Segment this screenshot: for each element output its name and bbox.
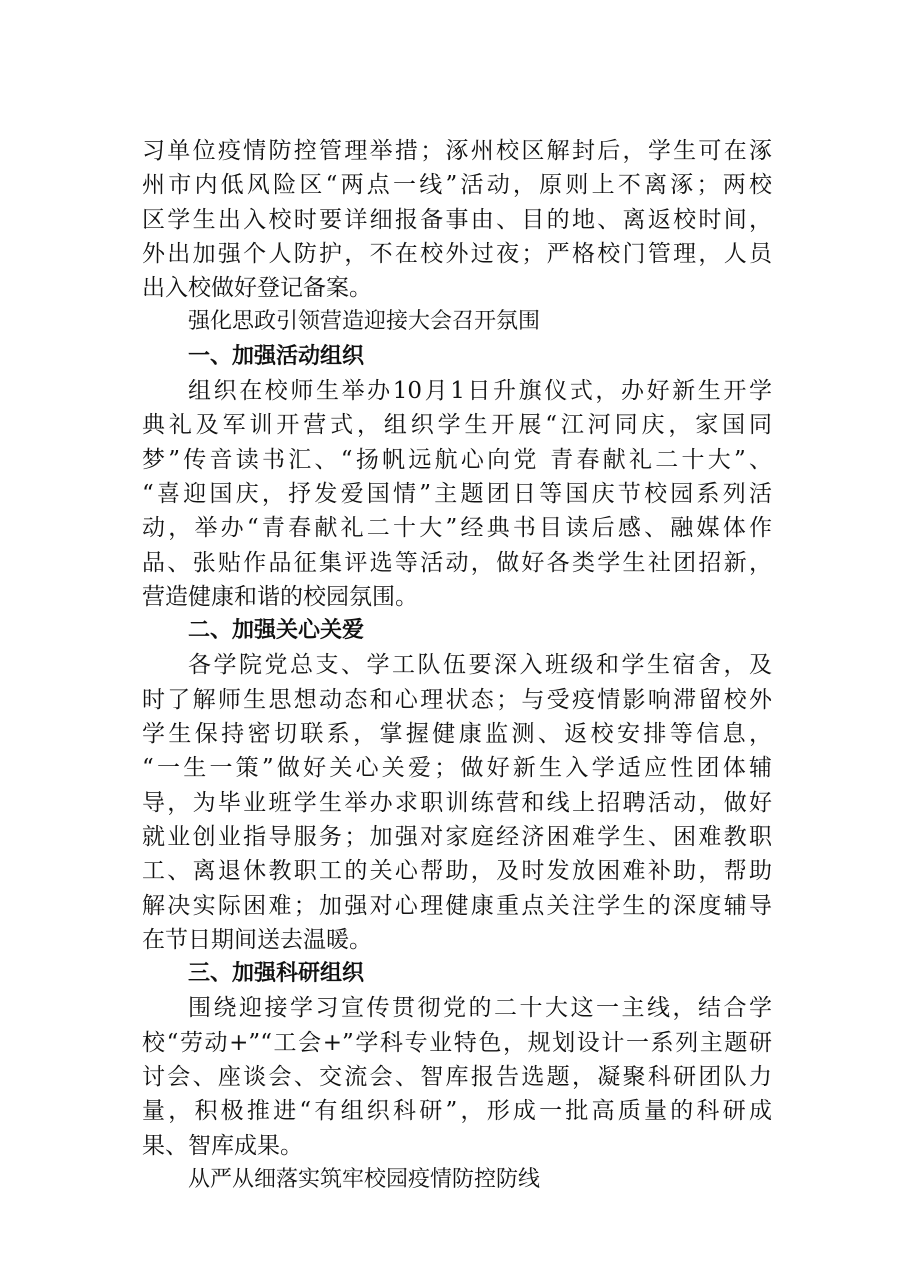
text-line: 外出加强个人防护，不在校外过夜；严格校门管理，人员 (142, 240, 772, 267)
text-line: “一生一策”做好关心关爱；做好新生入学适应性团体辅 (142, 755, 772, 782)
text-line: 组织在校师生举办10月1日升旗仪式，办好新生开学 (188, 378, 772, 405)
text-line: 在节日期间送去温暖。 (142, 926, 372, 953)
text-line: 量，积极推进“有组织科研”，形成一批高质量的科研成 (142, 1098, 772, 1125)
document-page (142, 134, 772, 1197)
text-line: 工、离退休教职工的关心帮助，及时发放困难补助，帮助 (142, 858, 772, 885)
section-heading: 二、加强关心关爱 (188, 618, 365, 644)
text-line: 学生保持密切联系，掌握健康监测、返校安排等信息， (142, 721, 772, 748)
text-line: 果、智库成果。 (142, 1132, 303, 1159)
section-heading: 三、加强科研组织 (188, 961, 365, 987)
section-subtitle: 强化思政引领营造迎接大会召开氛围 (188, 309, 541, 335)
text-line: 典礼及军训开营式，组织学生开展“江河同庆，家国同 (142, 412, 772, 439)
text-line: 出入校做好登记备案。 (142, 275, 372, 302)
text-line: 州市内低风险区“两点一线”活动，原则上不离涿；两校 (142, 172, 772, 199)
text-line: 区学生出入校时要详细报备事由、目的地、离返校时间， (142, 206, 772, 233)
text-line: “喜迎国庆，抒发爱国情”主题团日等国庆节校园系列活 (142, 480, 772, 507)
text-line: 围绕迎接学习宣传贯彻党的二十大这一主线，结合学 (188, 995, 772, 1022)
text-line: 动，举办“青春献礼二十大”经典书目读后感、融媒体作 (142, 515, 772, 542)
text-line: 时了解师生思想动态和心理状态；与受疫情影响滞留校外 (142, 686, 772, 713)
text-line: 梦”传音读书汇、“扬帆远航心向党 青春献礼二十大”、 (142, 446, 772, 473)
paragraph-activities (142, 374, 772, 614)
text-line: 品、张贴作品征集评选等活动，做好各类学生社团招新， (142, 549, 772, 576)
paragraph-epidemic-measures (142, 134, 772, 305)
section-subtitle: 从严从细落实筑牢校园疫情防控防线 (188, 1166, 541, 1192)
text-line: 各学院党总支、学工队伍要深入班级和学生宿舍，及 (188, 652, 772, 679)
paragraph-research (142, 991, 772, 1162)
text-line: 讨会、座谈会、交流会、智库报告选题，凝聚科研团队力 (142, 1064, 772, 1091)
text-line: 导，为毕业班学生举办求职训练营和线上招聘活动，做好 (142, 789, 772, 816)
text-line: 解决实际困难；加强对心理健康重点关注学生的深度辅导 (142, 892, 772, 919)
section-heading: 一、加强活动组织 (188, 343, 365, 369)
text-line: 校“劳动+”“工会+”学科专业特色，规划设计一系列主题研 (142, 1029, 772, 1056)
text-line: 习单位疫情防控管理举措；涿州校区解封后，学生可在涿 (142, 138, 772, 164)
text-line: 就业创业指导服务；加强对家庭经济困难学生、困难教职 (142, 823, 772, 850)
text-line: 营造健康和谐的校园氛围。 (142, 583, 418, 610)
paragraph-care (142, 648, 772, 957)
